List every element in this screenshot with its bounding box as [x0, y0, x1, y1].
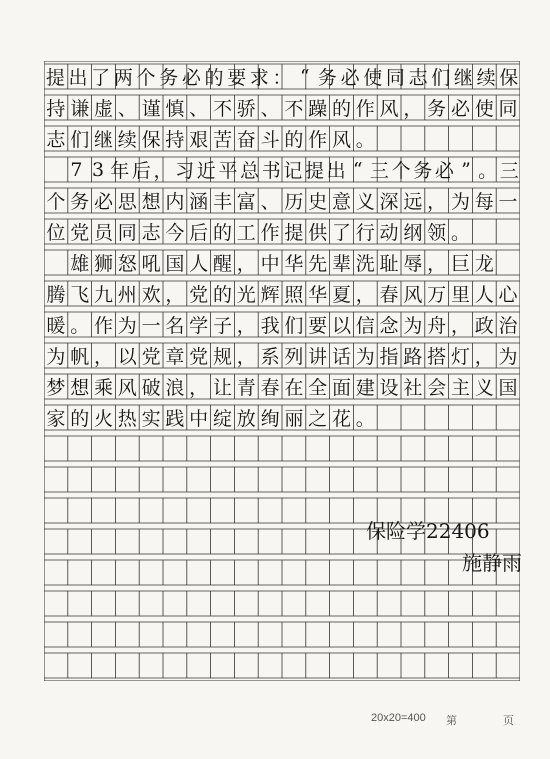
- handwritten-char: 出: [68, 67, 88, 89]
- handwritten-char: 作: [308, 129, 328, 151]
- handwritten-char: ，: [236, 346, 256, 368]
- handwritten-char: 平: [218, 160, 238, 182]
- handwritten-char: 辉: [260, 284, 280, 306]
- handwritten-char: 党: [141, 346, 161, 368]
- handwritten-char: 华: [284, 253, 304, 275]
- handwritten-line-11: [44, 371, 520, 402]
- handwritten-char: 每: [474, 191, 494, 213]
- manuscript-grid-paper: [44, 61, 520, 681]
- handwritten-char: 意: [331, 191, 351, 213]
- handwritten-char: 三: [369, 160, 389, 182]
- handwritten-char: 纲: [403, 222, 423, 244]
- handwritten-char: 辱: [403, 253, 423, 275]
- handwritten-char: 照: [284, 284, 304, 306]
- handwritten-char: 实: [141, 408, 161, 430]
- handwritten-char: 、: [117, 98, 137, 120]
- handwritten-char: 志: [46, 129, 66, 151]
- handwritten-char: ，: [403, 98, 423, 120]
- handwritten-char: 想: [70, 377, 90, 399]
- handwritten-char: 念: [379, 315, 399, 337]
- handwritten-line-10: [44, 340, 520, 371]
- handwritten-char: 领: [427, 222, 447, 244]
- handwritten-char: 的: [331, 98, 351, 120]
- page-label-prefix: 第: [446, 715, 457, 727]
- handwritten-char: 人: [189, 253, 209, 275]
- handwritten-char: 主: [450, 377, 470, 399]
- handwritten-char: 务: [159, 67, 179, 89]
- handwritten-char: 同: [385, 67, 405, 89]
- handwritten-char: 讲: [308, 346, 328, 368]
- handwritten-char: 搭: [427, 346, 447, 368]
- handwritten-char: 不: [284, 98, 304, 120]
- handwritten-char: 路: [403, 346, 423, 368]
- handwritten-char: 浪: [165, 377, 185, 399]
- handwritten-char: 的: [284, 129, 304, 151]
- handwritten-char: ，: [189, 377, 209, 399]
- handwritten-char: 求: [249, 67, 269, 89]
- handwritten-char: 为: [355, 346, 375, 368]
- handwritten-char: 躁: [308, 98, 328, 120]
- handwritten-char: 务: [317, 67, 337, 89]
- handwritten-char: 习: [175, 160, 195, 182]
- handwritten-char: 今: [165, 222, 185, 244]
- handwritten-char: 动: [379, 222, 399, 244]
- handwritten-char: 践: [165, 408, 185, 430]
- handwritten-char: 同: [117, 222, 137, 244]
- handwritten-char: 年: [110, 160, 130, 182]
- handwritten-char: 内: [165, 191, 185, 213]
- handwritten-char: 万: [427, 284, 447, 306]
- handwritten-char: 、: [260, 191, 280, 213]
- handwritten-char: 必: [181, 67, 201, 89]
- handwritten-char: ，: [236, 315, 256, 337]
- handwritten-char: [44, 156, 66, 183]
- handwritten-char: 学: [189, 315, 209, 337]
- handwritten-char: 作: [93, 315, 113, 337]
- handwritten-char: 帆: [70, 346, 90, 368]
- handwritten-char: 为: [498, 346, 518, 368]
- handwritten-char: 州: [117, 284, 137, 306]
- handwritten-char: 绚: [260, 408, 280, 430]
- page-label-suffix: 页: [503, 715, 514, 727]
- handwritten-line-5: [44, 185, 520, 216]
- handwritten-char: 。: [450, 222, 470, 244]
- handwritten-char: 谦: [70, 98, 90, 120]
- handwritten-char: 春: [260, 377, 280, 399]
- handwritten-char: 乘: [93, 377, 113, 399]
- handwritten-char: 丽: [284, 408, 304, 430]
- handwritten-char: ，: [427, 191, 447, 213]
- handwritten-char: 持: [165, 129, 185, 151]
- handwritten-char: 先: [308, 253, 328, 275]
- handwritten-char: 灯: [450, 346, 470, 368]
- handwritten-char: 怒: [117, 253, 137, 275]
- handwritten-char: 辈: [331, 253, 351, 275]
- handwritten-char: 必: [93, 191, 113, 213]
- handwritten-char: 以: [331, 315, 351, 337]
- handwritten-char: 醒: [212, 253, 232, 275]
- handwritten-char: 供: [308, 222, 328, 244]
- handwritten-char: 社: [403, 377, 423, 399]
- handwritten-char: 后: [189, 222, 209, 244]
- handwritten-char: 风: [331, 129, 351, 151]
- handwritten-char: 放: [236, 408, 256, 430]
- handwritten-char: 骄: [236, 98, 256, 120]
- handwritten-char: “: [299, 65, 310, 88]
- handwritten-line-1: [44, 61, 520, 92]
- handwritten-char: 个: [136, 67, 156, 89]
- handwritten-char: 党: [189, 346, 209, 368]
- handwritten-char: 持: [46, 98, 66, 120]
- handwritten-char: 。: [355, 408, 375, 430]
- handwritten-char: 耻: [379, 253, 399, 275]
- handwritten-char: 狮: [93, 253, 113, 275]
- handwritten-char: 在: [284, 377, 304, 399]
- handwritten-char: 规: [212, 346, 232, 368]
- handwritten-char: 提: [45, 67, 65, 89]
- handwritten-char: 洗: [355, 253, 375, 275]
- handwritten-char: 的: [212, 222, 232, 244]
- handwritten-char: 们: [70, 129, 90, 151]
- handwritten-char: 远: [403, 191, 423, 213]
- handwritten-char: 风: [379, 98, 399, 120]
- handwritten-char: 青: [236, 377, 256, 399]
- handwritten-char: 要: [308, 315, 328, 337]
- handwritten-line-4: [44, 154, 520, 185]
- handwritten-char: 们: [284, 315, 304, 337]
- handwritten-char: 系: [260, 346, 280, 368]
- handwritten-char: 政: [474, 315, 494, 337]
- handwritten-char: 奋: [236, 129, 256, 151]
- handwritten-char: 续: [117, 129, 137, 151]
- handwritten-line-9: [44, 309, 520, 340]
- handwritten-line-3: [44, 123, 520, 154]
- handwritten-char: 雄: [70, 253, 90, 275]
- handwritten-char: 信: [355, 315, 375, 337]
- handwritten-char: 为: [403, 315, 423, 337]
- handwritten-char: 志: [408, 67, 428, 89]
- signature-name: 施静雨: [462, 551, 522, 575]
- handwritten-char: 务: [413, 160, 433, 182]
- handwritten-char: 飞: [70, 284, 90, 306]
- handwritten-char: 吼: [141, 253, 161, 275]
- handwritten-char: 工: [236, 222, 256, 244]
- handwritten-char: 继: [453, 67, 473, 89]
- handwritten-char: 九: [93, 284, 113, 306]
- handwritten-char: 7: [70, 158, 83, 181]
- handwritten-char: 风: [403, 284, 423, 306]
- handwritten-char: 艰: [189, 129, 209, 151]
- handwritten-char: 历: [284, 191, 304, 213]
- handwritten-char: 保: [499, 67, 519, 89]
- handwritten-char: 。: [355, 129, 375, 151]
- paper-footer: [0, 712, 550, 732]
- handwritten-char: 以: [117, 346, 137, 368]
- handwritten-char: 龙: [474, 253, 494, 275]
- handwritten-char: 之: [308, 408, 328, 430]
- handwritten-char: 心: [498, 284, 518, 306]
- handwritten-char: 员: [93, 222, 113, 244]
- handwritten-char: 、: [189, 98, 209, 120]
- handwritten-char: 必: [340, 67, 360, 89]
- handwritten-char: 一: [141, 315, 161, 337]
- handwritten-char: 为: [450, 191, 470, 213]
- handwritten-char: 义: [474, 377, 494, 399]
- handwritten-char: 会: [427, 377, 447, 399]
- handwritten-char: 建: [355, 377, 375, 399]
- handwritten-char: 同: [498, 98, 518, 120]
- handwritten-char: 作: [260, 222, 280, 244]
- handwritten-char: 里: [450, 284, 470, 306]
- handwritten-char: 个: [391, 160, 411, 182]
- handwritten-char: 话: [331, 346, 351, 368]
- handwritten-char: 欢: [141, 284, 161, 306]
- handwritten-char: 继: [93, 129, 113, 151]
- handwritten-char: 家: [46, 408, 66, 430]
- handwritten-line-12: [44, 402, 520, 433]
- handwritten-char: 了: [91, 67, 111, 89]
- handwritten-char: 涵: [189, 191, 209, 213]
- handwritten-char: 面: [331, 377, 351, 399]
- handwritten-char: 指: [379, 346, 399, 368]
- handwritten-char: 绽: [212, 408, 232, 430]
- handwritten-char: [44, 249, 68, 276]
- handwritten-char: 巨: [450, 253, 470, 275]
- handwritten-char: 党: [189, 284, 209, 306]
- handwritten-char: 个: [46, 191, 66, 213]
- handwritten-char: ，: [474, 346, 494, 368]
- handwritten-char: 。: [70, 315, 90, 337]
- handwritten-char: ，: [165, 284, 185, 306]
- handwritten-char: 丰: [212, 191, 232, 213]
- handwritten-char: 谨: [141, 98, 161, 120]
- handwritten-char: 的: [204, 67, 224, 89]
- handwritten-char: 了: [331, 222, 351, 244]
- handwritten-char: 花: [331, 408, 351, 430]
- handwritten-char: 出: [326, 160, 346, 182]
- handwritten-char: 党: [70, 222, 90, 244]
- handwritten-char: 保: [141, 129, 161, 151]
- handwritten-line-7: [44, 247, 520, 278]
- handwritten-char: 夏: [331, 284, 351, 306]
- handwritten-line-6: [44, 216, 520, 247]
- handwritten-char: 续: [476, 67, 496, 89]
- handwritten-char: 义: [355, 191, 375, 213]
- handwritten-char: 要: [227, 67, 247, 89]
- handwritten-char: 热: [117, 408, 137, 430]
- handwritten-char: 。: [478, 160, 498, 182]
- handwritten-char: 中: [189, 408, 209, 430]
- handwritten-char: ，: [236, 253, 256, 275]
- handwritten-char: 火: [93, 408, 113, 430]
- handwritten-char: 破: [141, 377, 161, 399]
- handwritten-char: 总: [240, 160, 260, 182]
- handwritten-char: 春: [379, 284, 399, 306]
- handwritten-char: 思: [117, 191, 137, 213]
- handwritten-char: 务: [70, 191, 90, 213]
- handwritten-char: 苦: [212, 129, 232, 151]
- handwritten-char: 腾: [46, 284, 66, 306]
- handwritten-char: 舟: [427, 315, 447, 337]
- handwritten-char: ，: [427, 253, 447, 275]
- handwritten-char: 让: [212, 377, 232, 399]
- handwritten-char: 我: [260, 315, 280, 337]
- handwritten-char: 暖: [46, 315, 66, 337]
- handwritten-char: 全: [308, 377, 328, 399]
- handwritten-char: 风: [117, 377, 137, 399]
- handwritten-char: ，: [450, 315, 470, 337]
- handwritten-char: 名: [165, 315, 185, 337]
- handwritten-char: 两: [113, 67, 133, 89]
- handwritten-char: 务: [427, 98, 447, 120]
- grid-spec-label: 20x20=400: [371, 712, 426, 724]
- handwritten-char: “: [352, 158, 363, 181]
- handwritten-char: 中: [260, 253, 280, 275]
- handwritten-char: 使: [363, 67, 383, 89]
- handwritten-char: 、: [260, 98, 280, 120]
- handwritten-char: 书: [261, 160, 281, 182]
- handwritten-char: 华: [308, 284, 328, 306]
- handwritten-char: 设: [379, 377, 399, 399]
- handwritten-char: 提: [284, 222, 304, 244]
- handwritten-char: 章: [165, 346, 185, 368]
- handwritten-line-8: [44, 278, 520, 309]
- handwritten-char: 必: [434, 160, 454, 182]
- handwritten-char: 必: [450, 98, 470, 120]
- handwritten-char: 行: [355, 222, 375, 244]
- handwritten-char: 记: [283, 160, 303, 182]
- handwritten-char: 一: [498, 191, 518, 213]
- handwritten-char: 国: [165, 253, 185, 275]
- handwritten-char: 近: [196, 160, 216, 182]
- handwritten-char: 深: [379, 191, 399, 213]
- handwritten-char: 为: [117, 315, 137, 337]
- handwritten-char: 人: [474, 284, 494, 306]
- handwritten-char: 光: [236, 284, 256, 306]
- handwritten-char: 富: [236, 191, 256, 213]
- handwritten-char: 的: [70, 408, 90, 430]
- handwritten-char: 为: [46, 346, 66, 368]
- handwritten-char: ：: [272, 67, 292, 89]
- handwritten-char: 列: [284, 346, 304, 368]
- handwritten-char: 志: [141, 222, 161, 244]
- handwritten-char: 子: [212, 315, 232, 337]
- handwritten-char: 使: [474, 98, 494, 120]
- handwritten-char: 作: [355, 98, 375, 120]
- handwritten-char: 提: [305, 160, 325, 182]
- handwritten-char: ，: [93, 346, 113, 368]
- handwritten-char: 位: [46, 222, 66, 244]
- handwritten-char: 梦: [46, 377, 66, 399]
- handwritten-char: ，: [355, 284, 375, 306]
- handwritten-char: ”: [461, 158, 471, 181]
- handwritten-char: 国: [498, 377, 518, 399]
- handwritten-char: 们: [431, 67, 451, 89]
- handwritten-char: 的: [212, 284, 232, 306]
- handwritten-char: 治: [498, 315, 518, 337]
- handwritten-char: 斗: [260, 129, 280, 151]
- signature-class-id: 保险学22406: [366, 519, 490, 543]
- handwritten-char: ，: [153, 160, 173, 182]
- handwritten-char: 慎: [165, 98, 185, 120]
- handwritten-char: 想: [141, 191, 161, 213]
- handwritten-char: 后: [131, 160, 151, 182]
- handwritten-line-2: [44, 92, 520, 123]
- handwritten-char: 三: [499, 160, 519, 182]
- handwritten-char: 史: [308, 191, 328, 213]
- handwritten-char: 虚: [93, 98, 113, 120]
- handwritten-char: 3: [92, 158, 105, 181]
- handwritten-char: 不: [212, 98, 232, 120]
